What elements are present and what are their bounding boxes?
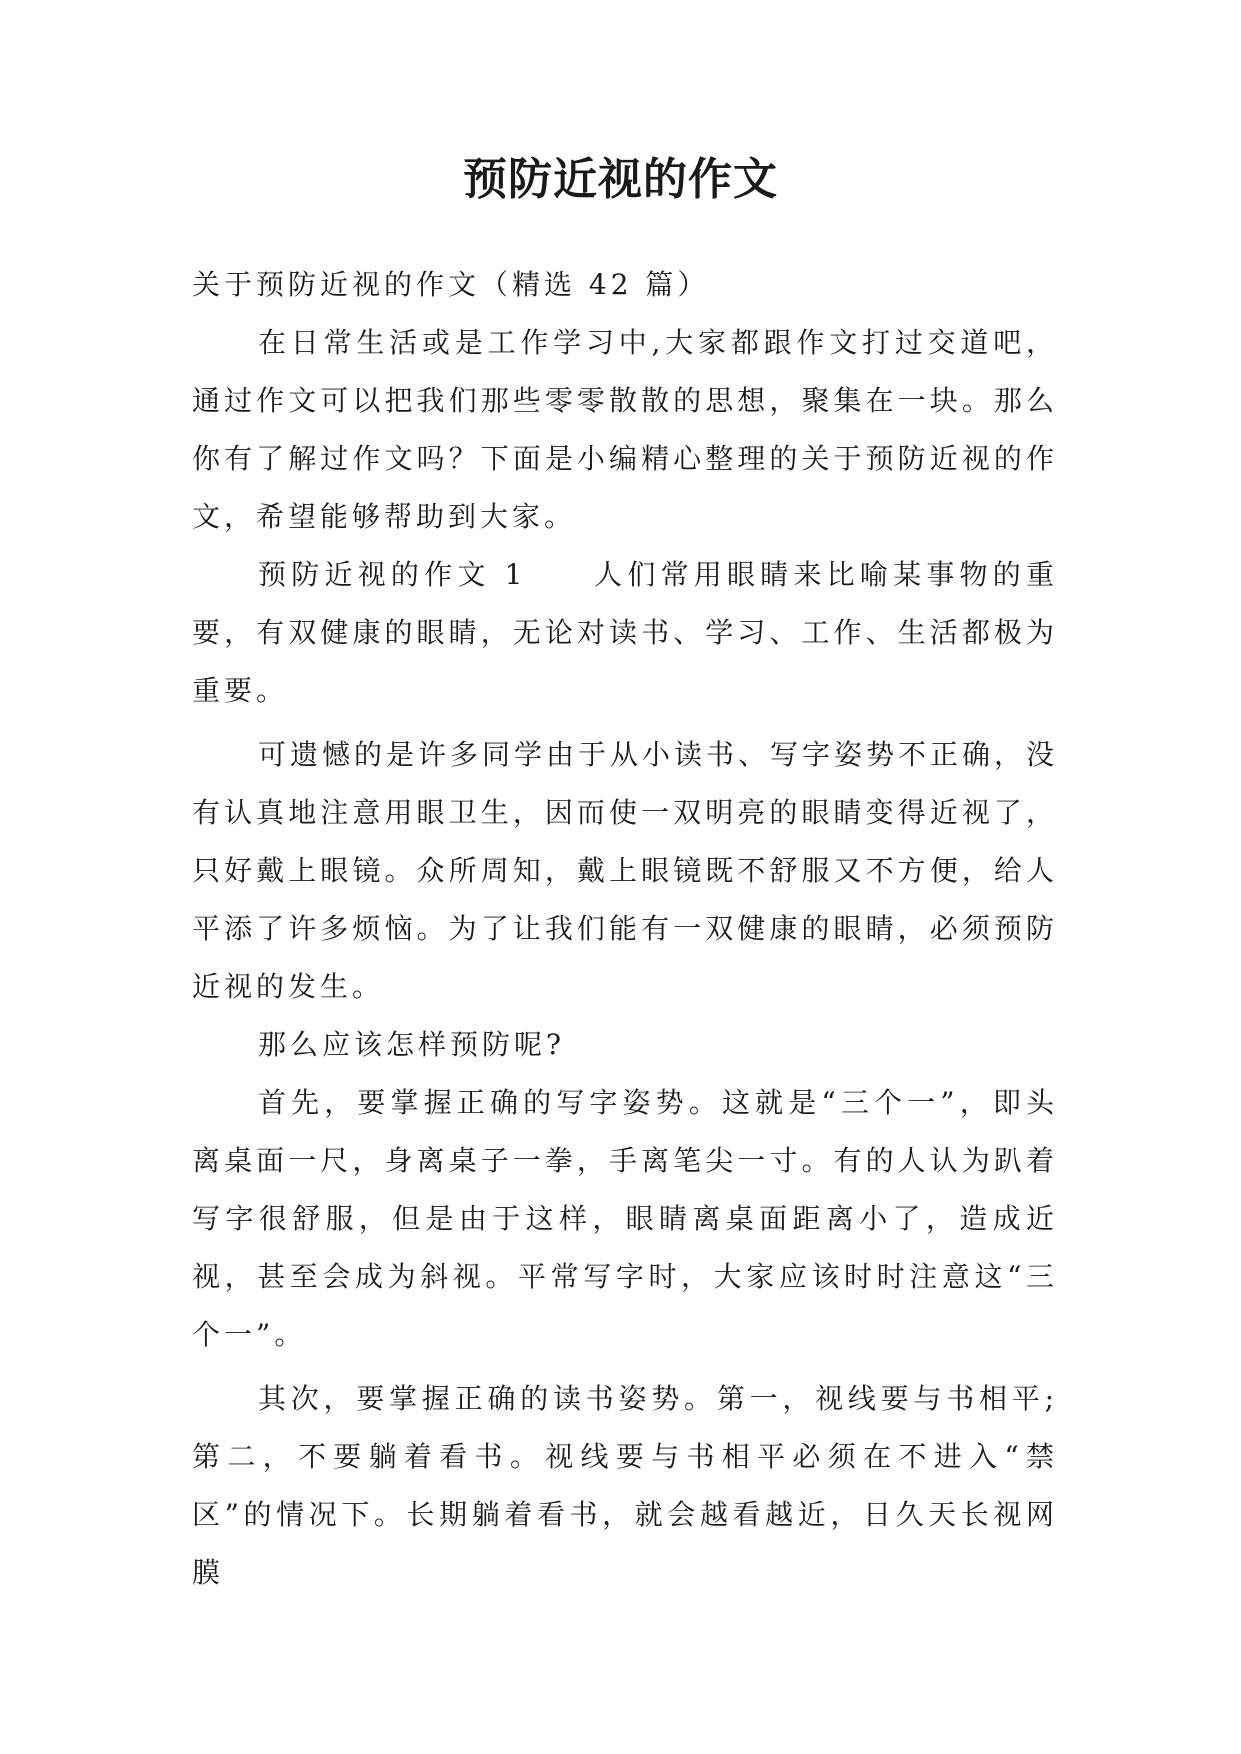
document-title: 预防近视的作文 bbox=[463, 154, 778, 205]
document-subtitle: 关于预防近视的作文（精选 42 篇） bbox=[192, 268, 710, 301]
paragraph-essay-1-opening: 预防近视的作文 1 人们常用眼睛来比喻某事物的重要，有双健康的眼睛，无论对读书、学习、工作、生活都极为重要。 bbox=[192, 558, 1058, 707]
document-body bbox=[192, 256, 1058, 1602]
paragraph-intro: 在日常生活或是工作学习中,大家都跟作文打过交道吧，通过作文可以把我们那些零零散散的思想，聚集在一块。那么你有了解过作文吗？下面是小编精心整理的关于预防近视的作文，希望能够帮助到大家。 bbox=[192, 326, 1058, 533]
paragraph-myopia-causes: 可遗憾的是许多同学由于从小读书、写字姿势不正确，没有认真地注意用眼卫生，因而使一双明亮的眼睛变得近视了，只好戴上眼镜。众所周知，戴上眼镜既不舒服又不方便，给人平添了许多烦恼。为了让我们能有一双健康的眼睛，必须预防近视的发生。 bbox=[192, 738, 1059, 1003]
paragraph-writing-posture: 首先，要掌握正确的写字姿势。这就是“三个一”，即头离桌面一尺，身离桌子一拳，手离笔尖一寸。有的人认为趴着写字很舒服，但是由于这样，眼睛离桌面距离小了，造成近视，甚至会成为斜视。平常写字时，大家应该时时注意这“三个一”。 bbox=[192, 1086, 1058, 1351]
paragraph-reading-posture: 其次，要掌握正确的读书姿势。第一，视线要与书相平;第二，不要躺着看书。视线要与书相平必须在不进入“禁区”的情况下。长期躺着看书，就会越看越近，日久天长视网膜 bbox=[192, 1382, 1058, 1589]
paragraph-question: 那么应该怎样预防呢? bbox=[258, 1028, 566, 1061]
